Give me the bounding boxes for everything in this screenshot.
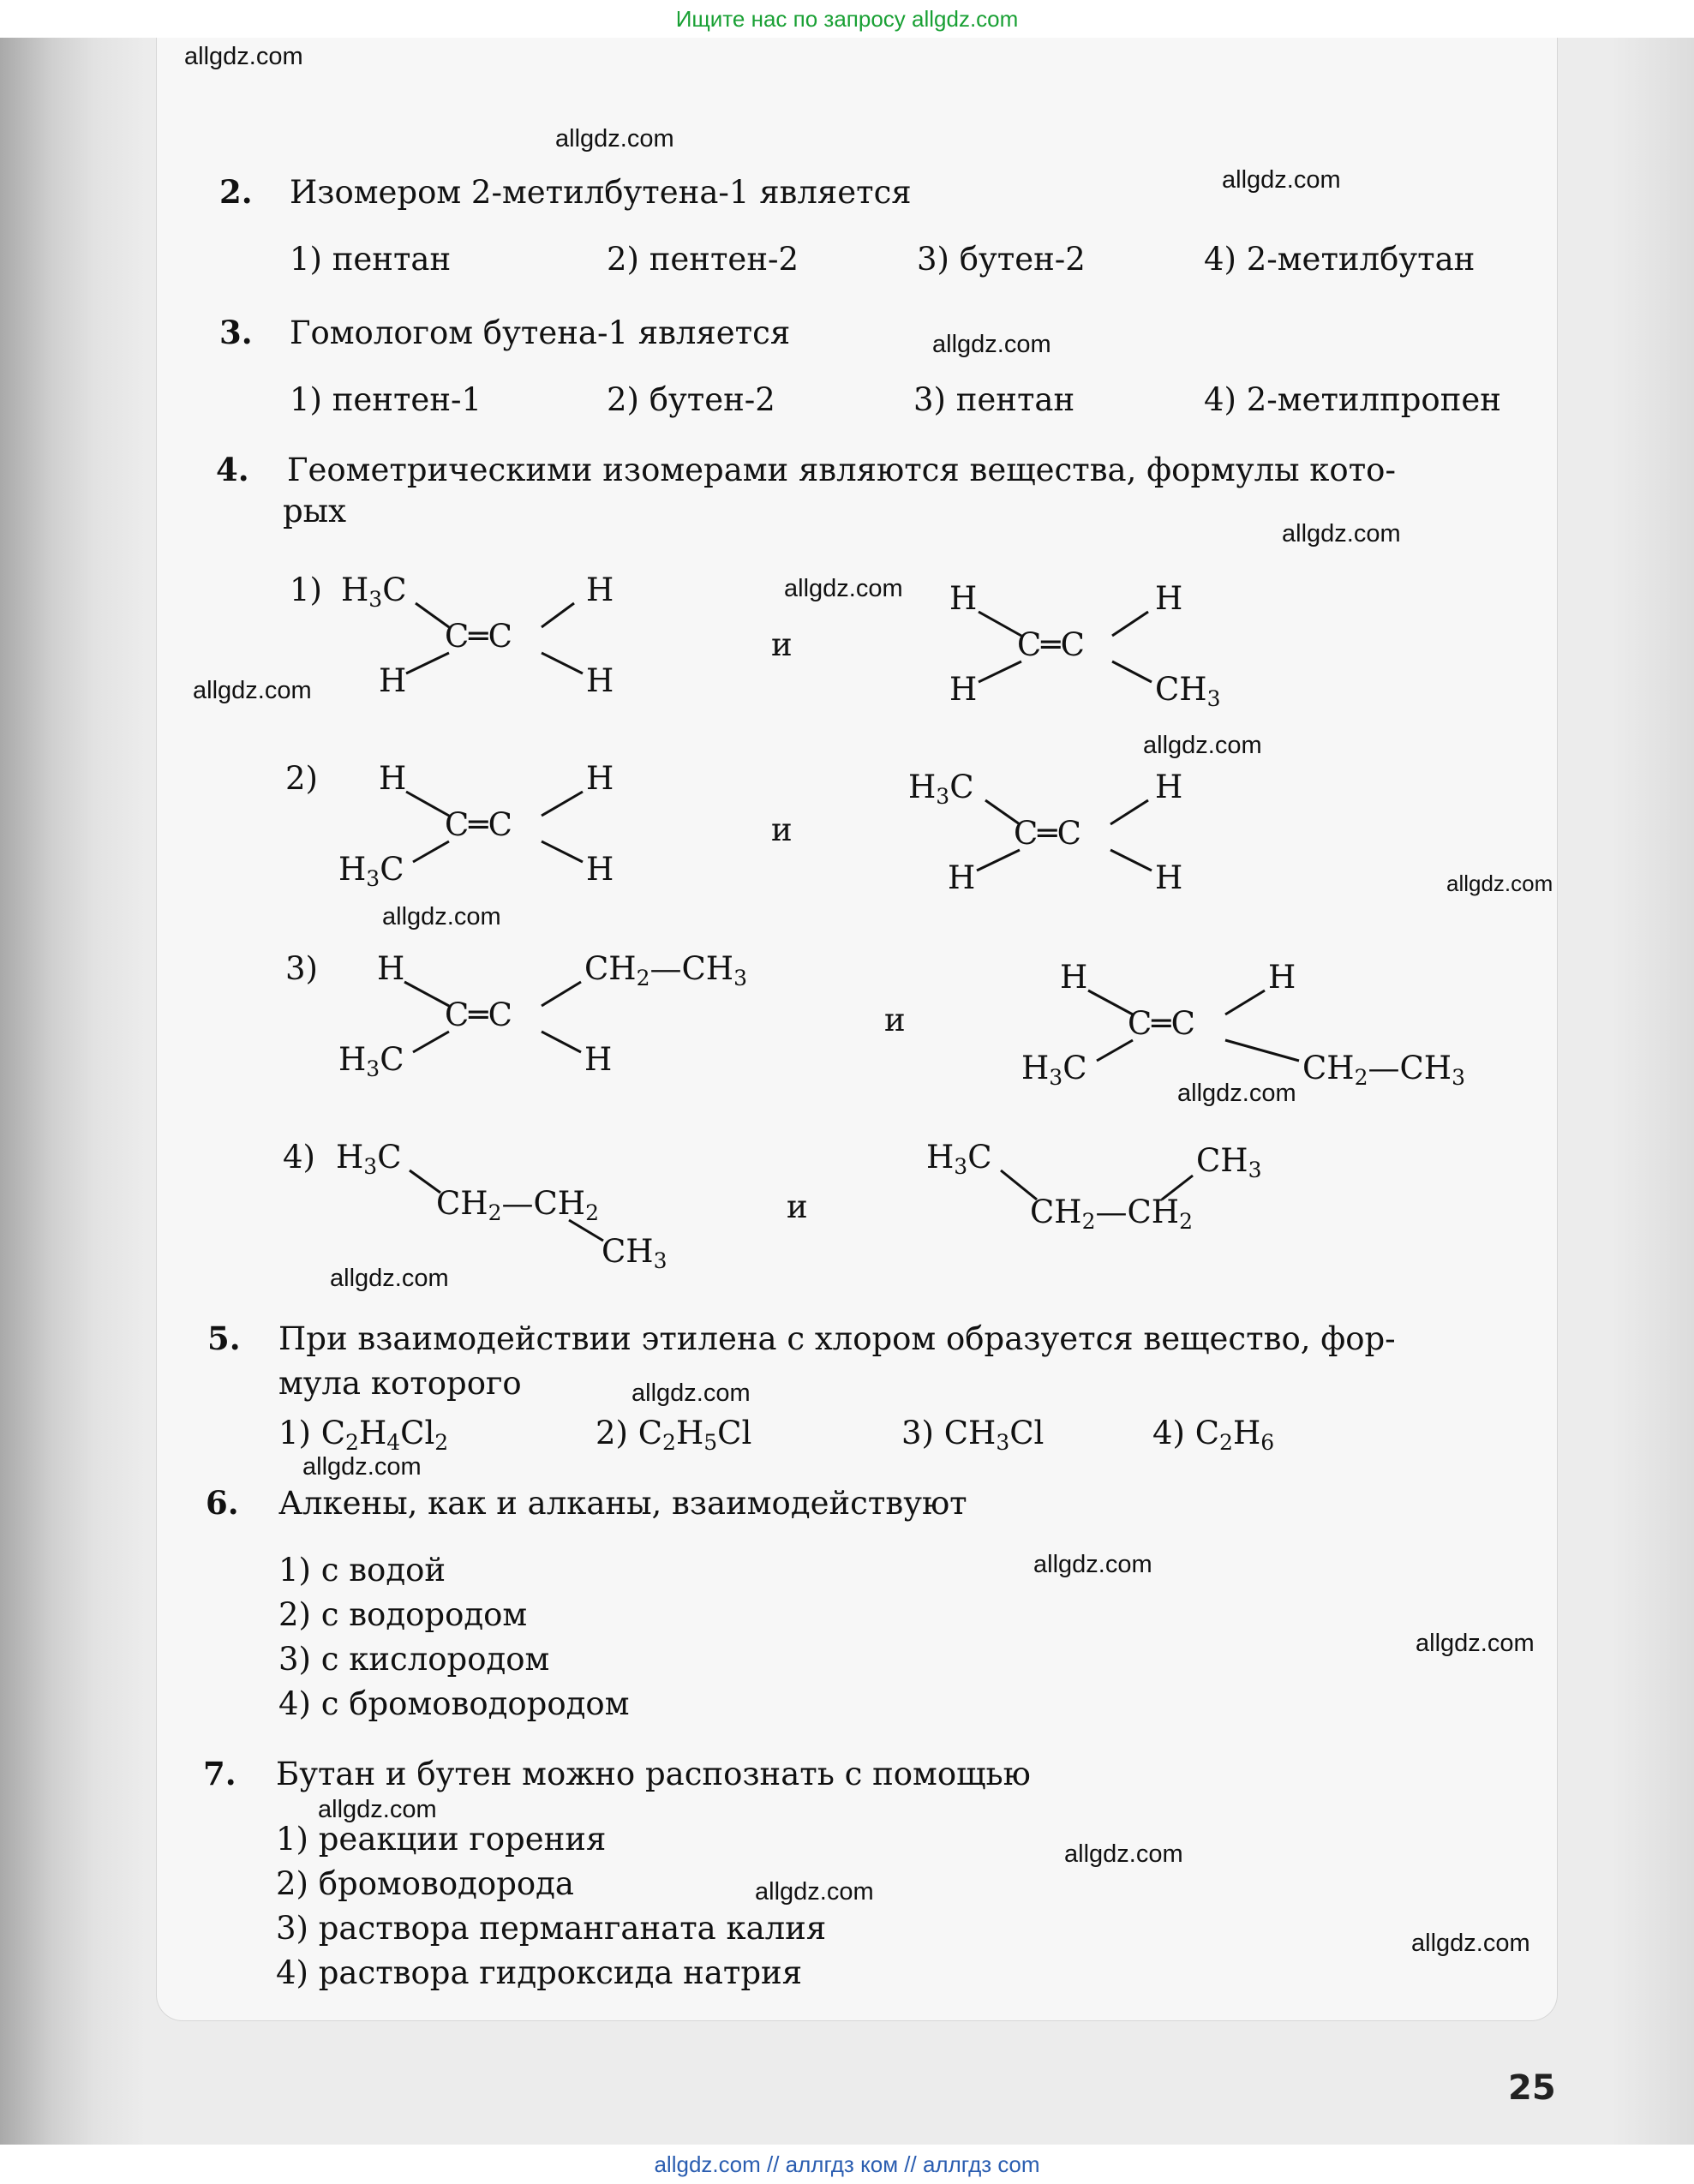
formula-atom: H [584, 1041, 613, 1078]
formula-atom: $CH_3$ [602, 1233, 667, 1273]
answer-option[interactable]: 1) пентан [290, 241, 452, 278]
watermark: allgdz.com [382, 903, 501, 930]
watermark: allgdz.com [1177, 1080, 1296, 1107]
formula-atom: $CH_2—CH_2$ [1030, 1194, 1193, 1234]
watermark: allgdz.com [784, 575, 903, 602]
question-text: Алкены, как и алканы, взаимодействуют [278, 1485, 967, 1522]
answer-option[interactable]: 3) $CH_3Cl$ [901, 1415, 1045, 1455]
answer-option[interactable]: 2) $C_2H_5Cl$ [596, 1415, 752, 1455]
formula-atom: H [948, 859, 976, 896]
question-number: 6. [206, 1484, 239, 1522]
watermark: allgdz.com [932, 331, 1051, 358]
formula-atom: H [377, 950, 405, 987]
watermark: allgdz.com [1282, 520, 1401, 547]
formula-atom: C═C [445, 806, 512, 843]
watermark: allgdz.com [1033, 1551, 1152, 1578]
question-number: 5. [207, 1319, 241, 1357]
formula-atom: $H_3C$ [338, 1041, 404, 1081]
watermark: allgdz.com [1064, 1840, 1183, 1868]
watermark: allgdz.com [1446, 871, 1553, 896]
formula-atom: C═C [445, 996, 512, 1033]
formula-atom: H [1155, 859, 1183, 896]
bottom-banner[interactable]: allgdz.com // аллгдз ком // аллгдз com [0, 2145, 1694, 2184]
answer-option[interactable]: 4) 2-метилбутан [1204, 241, 1476, 278]
watermark: allgdz.com [193, 677, 312, 704]
watermark: allgdz.com [1411, 1930, 1530, 1957]
conjunction: и [771, 626, 793, 663]
formula-atom: H [586, 760, 614, 797]
answer-option[interactable]: 1) $C_2H_4Cl_2$ [278, 1415, 449, 1455]
formula-atom: H [379, 662, 407, 699]
answer-option[interactable]: 4) $C_2H_6$ [1152, 1415, 1275, 1455]
formula-atom: $CH_2—CH_2$ [436, 1185, 599, 1225]
formula-atom: $CH_2—CH_3$ [584, 950, 747, 990]
formula-atom: H [379, 760, 407, 797]
watermark: allgdz.com [1416, 1630, 1535, 1657]
formula-atom: $H_3C$ [1021, 1050, 1087, 1090]
formula-atom: C═C [1128, 1005, 1195, 1042]
answer-option[interactable]: 3) бутен-2 [917, 241, 1086, 278]
question-number: 4. [216, 451, 249, 488]
watermark: allgdz.com [184, 43, 303, 70]
question-text: Бутан и бутен можно распознать с помощью [276, 1756, 1031, 1792]
formula-atom: $CH_2—CH_3$ [1302, 1050, 1465, 1090]
question-text: мула которого [278, 1365, 522, 1402]
question-text: При взаимодействии этилена с хлором образуется вещество, фор- [278, 1320, 1396, 1357]
answer-option[interactable]: 2) с водородом [278, 1596, 528, 1633]
answer-option[interactable]: 2) бутен-2 [607, 381, 775, 418]
formula-atom: $CH_3$ [1196, 1142, 1262, 1182]
page-number: 25 [1508, 2068, 1556, 2108]
question-text: Гомологом бутена-1 является [290, 314, 791, 351]
structural-bonds [0, 38, 1694, 1289]
formula-atom: H [1268, 959, 1296, 996]
scanned-page [0, 38, 1694, 2145]
formula-atom: $H_3C$ [338, 851, 404, 891]
watermark: allgdz.com [330, 1265, 449, 1292]
answer-option[interactable]: 4) 2-метилпропен [1204, 381, 1501, 418]
answer-option[interactable]: 1) с водой [278, 1552, 446, 1589]
formula-atom: C═C [1017, 626, 1085, 663]
watermark: allgdz.com [755, 1878, 874, 1906]
formula-atom: H [1155, 580, 1183, 617]
conjunction: и [787, 1188, 808, 1225]
formula-atom: H [586, 851, 614, 888]
watermark: allgdz.com [555, 125, 674, 153]
formula-atom: H [586, 662, 614, 699]
question-text: Геометрическими изомерами являются вещества, формулы кото- [287, 452, 1396, 488]
question-number: 3. [219, 314, 253, 351]
formula-atom: H [586, 571, 614, 608]
formula-atom: H [949, 580, 978, 617]
watermark: allgdz.com [318, 1796, 437, 1823]
answer-option[interactable]: 4) раствора гидроксида натрия [276, 1954, 803, 1991]
answer-option[interactable]: 4) с бромоводородом [278, 1685, 630, 1722]
answer-option-label[interactable]: 4) [283, 1139, 315, 1176]
formula-atom: H [1060, 959, 1088, 996]
conjunction: и [884, 1002, 906, 1038]
watermark: allgdz.com [302, 1453, 422, 1481]
top-banner[interactable]: Ищите нас по запросу allgdz.com [0, 0, 1694, 38]
formula-atom: $H_3C$ [341, 571, 407, 612]
formula-atom: H [949, 671, 978, 708]
answer-option[interactable]: 2) бромоводорода [276, 1865, 574, 1902]
question-number: 7. [203, 1755, 236, 1792]
formula-atom: $H_3C$ [908, 769, 974, 809]
conjunction: и [771, 811, 793, 848]
watermark: allgdz.com [632, 1379, 751, 1407]
formula-atom: $CH_3$ [1155, 671, 1221, 711]
formula-atom: H [1155, 769, 1183, 805]
answer-option[interactable]: 1) пентен-1 [290, 381, 482, 418]
formula-atom: C═C [445, 618, 512, 655]
answer-option[interactable]: 1) реакции горения [276, 1821, 607, 1858]
answer-option-label[interactable]: 2) [285, 760, 318, 797]
formula-atom: $H_3C$ [336, 1139, 402, 1179]
question-text: рых [283, 493, 346, 530]
answer-option[interactable]: 3) пентан [913, 381, 1075, 418]
answer-option-label[interactable]: 3) [285, 950, 318, 987]
answer-option[interactable]: 3) с кислородом [278, 1641, 550, 1678]
formula-atom: $H_3C$ [926, 1139, 992, 1179]
watermark: allgdz.com [1143, 732, 1262, 759]
watermark: allgdz.com [1222, 166, 1341, 194]
question-text: Изомером 2-метилбутена-1 является [290, 174, 912, 211]
question-number: 2. [219, 173, 253, 211]
answer-option[interactable]: 3) раствора перманганата калия [276, 1910, 827, 1947]
answer-option[interactable]: 2) пентен-2 [607, 241, 799, 278]
answer-option-label[interactable]: 1) [290, 571, 322, 608]
formula-atom: C═C [1014, 815, 1081, 852]
